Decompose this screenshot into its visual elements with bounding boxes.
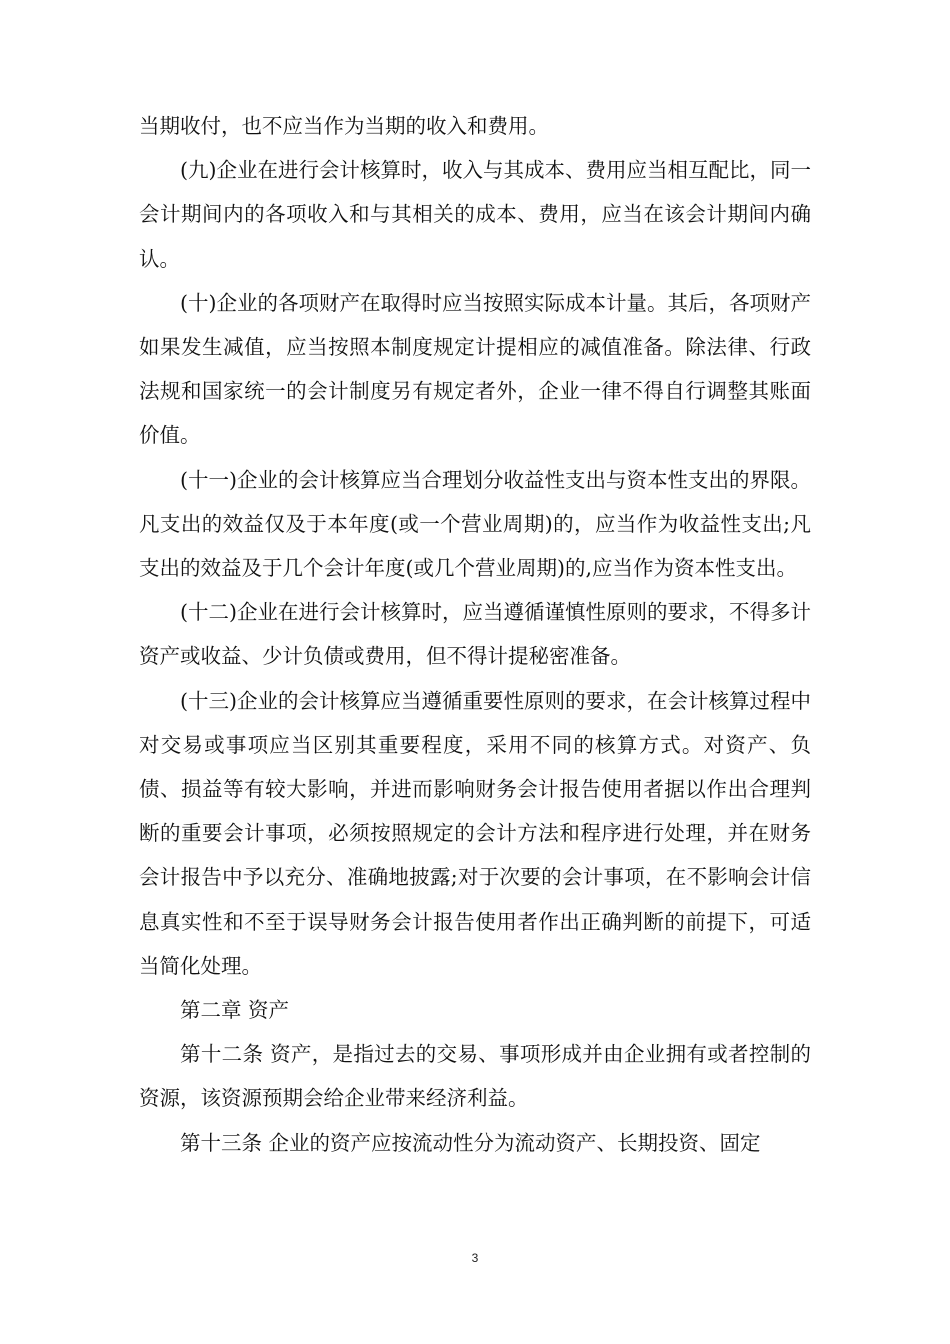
paragraph-item-11: (十一)企业的会计核算应当合理划分收益性支出与资本性支出的界限。凡支出的效益仅及于本年度(或一个营业周期)的，应当作为收益性支出;凡支出的效益及于几个会计年度(或几个营业周期)的,应当作为资本性支出。 <box>139 467 811 581</box>
page-number: 3 <box>471 1251 479 1265</box>
paragraph-item-13: (十三)企业的会计核算应当遵循重要性原则的要求，在会计核算过程中对交易或事项应当区别其重要程度，采用不同的核算方式。对资产、负债、损益等有较大影响，并进而影响财务会计报告使用者据以作出合理判断的重要会计事项，必须按照规定的会计方法和程序进行处理，并在财务会计报告中予以充分、准确地披露;对于次要的会计事项，在不影响会计信息真实性和不至于误导财务会计报告使用者作出正确判断的前提下，可适当简化处理。 <box>139 688 811 978</box>
chapter-heading: 第二章 资产 <box>180 998 290 1023</box>
paragraph-continuation: 当期收付，也不应当作为当期的收入和费用。 <box>139 114 549 138</box>
paragraph-item-12: (十二)企业在进行会计核算时，应当遵循谨慎性原则的要求，不得多计资产或收益、少计负债或费用，但不得计提秘密准备。 <box>139 600 811 669</box>
body-text <box>139 104 811 1165</box>
article-13: 第十三条 企业的资产应按流动性分为流动资产、长期投资、固定 <box>180 1130 761 1155</box>
paragraph-item-9: (九)企业在进行会计核算时，收入与其成本、费用应当相互配比，同一会计期间内的各项收入和与其相关的成本、费用，应当在该会计期间内确认。 <box>139 158 811 271</box>
paragraph-item-10: (十)企业的各项财产在取得时应当按照实际成本计量。其后，各项财产如果发生减值，应当按照本制度规定计提相应的减值准备。除法律、行政法规和国家统一的会计制度另有规定者外，企业一律不得自行调整其账面价值。 <box>139 290 811 448</box>
article-12: 第十二条 资产，是指过去的交易、事项形成并由企业拥有或者控制的资源，该资源预期会给企业带来经济利益。 <box>139 1042 811 1111</box>
